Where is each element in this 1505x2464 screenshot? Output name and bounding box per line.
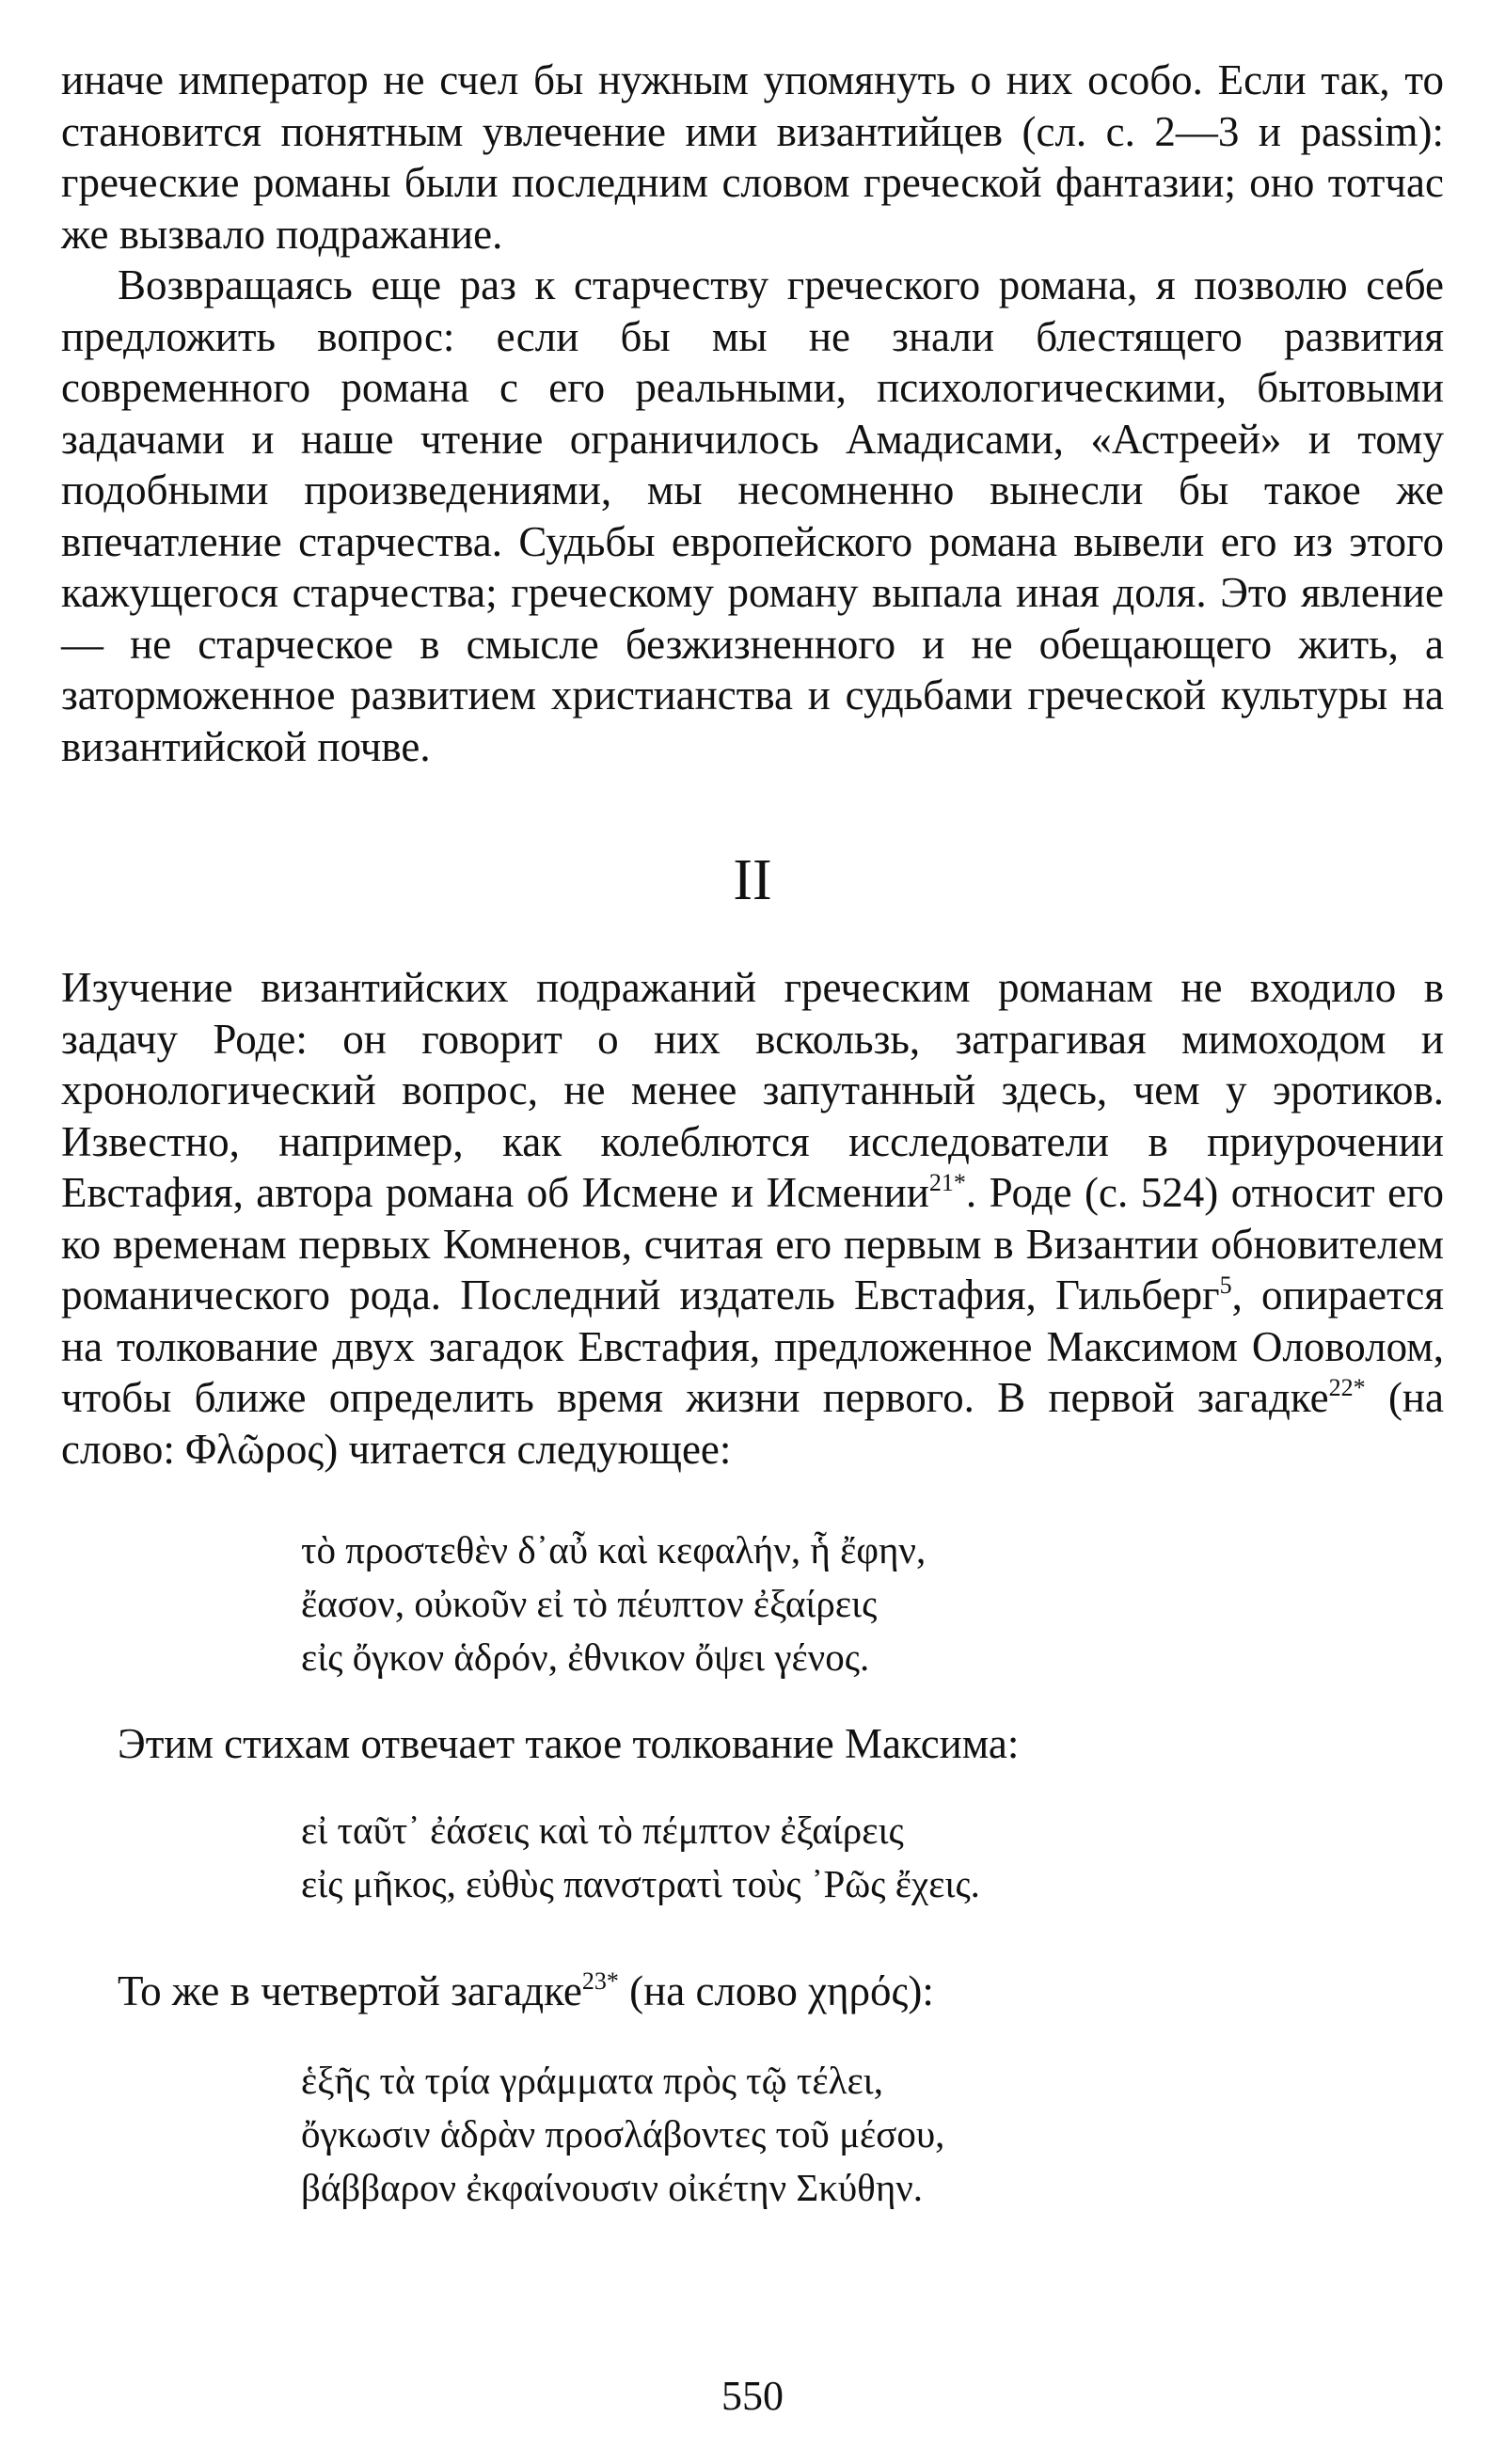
footnote-ref: 21* [928, 1169, 966, 1196]
paragraph-text: , опирается на толкование двух загадок Евстафия, предложенное Максимом Оловолом, чтобы ближе определить время жизни первого. В первой загадке [61, 1271, 1444, 1421]
paragraph-text: Изучение византийских подражаний греческим романам не входило в задачу Роде: он говорит о них вскользь, затрагивая мимоходом и хронологический вопрос, не менее запутанный здесь, чем у эротиков. Известно, например, как колеблются исследователи в приурочении Евстафия, автора романа об Исмене и Исмении [61, 964, 1444, 1216]
footnote-ref: 22* [1328, 1374, 1366, 1401]
lead-in-maximus: Этим стихам отвечает такое толкование Максима: [118, 1720, 1020, 1767]
verse-line: βάββαρον ἐκφαίνουσιν οἰκέτην Σκύθην. [301, 2166, 924, 2209]
verse-line: εἰς ὄγκον ἁδρόν, ἐθνικον ὄψει γένος. [301, 1635, 870, 1679]
lead-in-fourth-riddle [61, 1966, 1444, 2017]
greek-verse-riddle-1 [61, 1524, 1444, 1684]
verse-line: εἰ ταῦτ᾽ ἐάσεις καὶ τὸ πέμπτον ἐξαίρεις [301, 1808, 904, 1852]
verse-line: εἰς μῆκος, εὐθὺς πανστρατὶ τοὺς ᾽Ρῶς ἔχεις. [301, 1861, 980, 1905]
lead-text: (на слово χηρός): [618, 1966, 934, 2014]
footnote-ref: 5 [1219, 1271, 1232, 1299]
book-page [61, 55, 1444, 2215]
verse-line: τὸ προστεθὲν δ᾽αὖ καὶ κεφαλήν, ἧ ἔφην, [301, 1528, 927, 1572]
greek-verse-riddle-4 [61, 2054, 1444, 2215]
page-number: 550 [721, 2373, 784, 2419]
greek-verse-maximus [61, 1804, 1444, 1911]
paragraph-starchestvo: Возвращаясь еще раз к старчеству греческого романа, я позволю себе предложить вопрос: если бы мы не знали блестящего развития современного романа с его реальными, психологическими, бытовыми задачами и наше чтение ограничилось Амадисами, «Астреей» и тому подобными произведениями, мы несомненно вынесли бы такое же впечатление старчества. Судьбы европейского романа вывели его из этого кажущегося старчества; греческому роману выпала иная доля. Это явление — не старческое в смысле безжизненного и не обещающего жить, а заторможенное развитием христианства и судьбами греческой культуры на византийской почве. [61, 261, 1444, 770]
paragraph-continuation: иначе император не счел бы нужным упомянуть о них особо. Если так, то становится понятным увлечение ими византийцев (сл. с. 2—3 и passim): греческие романы были последним словом греческой фантазии; оно тотчас же вызвало подражание. [61, 56, 1444, 258]
lead-text: То же в четвертой загадке [118, 1966, 582, 2014]
footnote-ref: 23* [581, 1966, 619, 1995]
section-heading: II [733, 848, 772, 912]
paragraph-text: (на слово: Φλῶρος) читается следующее: [61, 1374, 1444, 1473]
paragraph-text: . Роде (с. 524) относит его ко временам первых Комненов, считая его первым в Византии обновителем романического рода. Последний издатель Евстафия, Гильберг [61, 1169, 1444, 1319]
verse-line: ἑξῆς τὰ τρία γράμματα πρὸς τῷ τέλει, [301, 2059, 883, 2102]
paragraph-byzantine-imitations [61, 962, 1444, 1475]
verse-line: ἔασον, οὐκοῦν εἰ τὸ πέυπτον ἐξαίρεις [301, 1582, 878, 1625]
verse-line: ὄγκωσιν ἁδρὰν προσλάβοντες τοῦ μέσου, [301, 2112, 945, 2156]
